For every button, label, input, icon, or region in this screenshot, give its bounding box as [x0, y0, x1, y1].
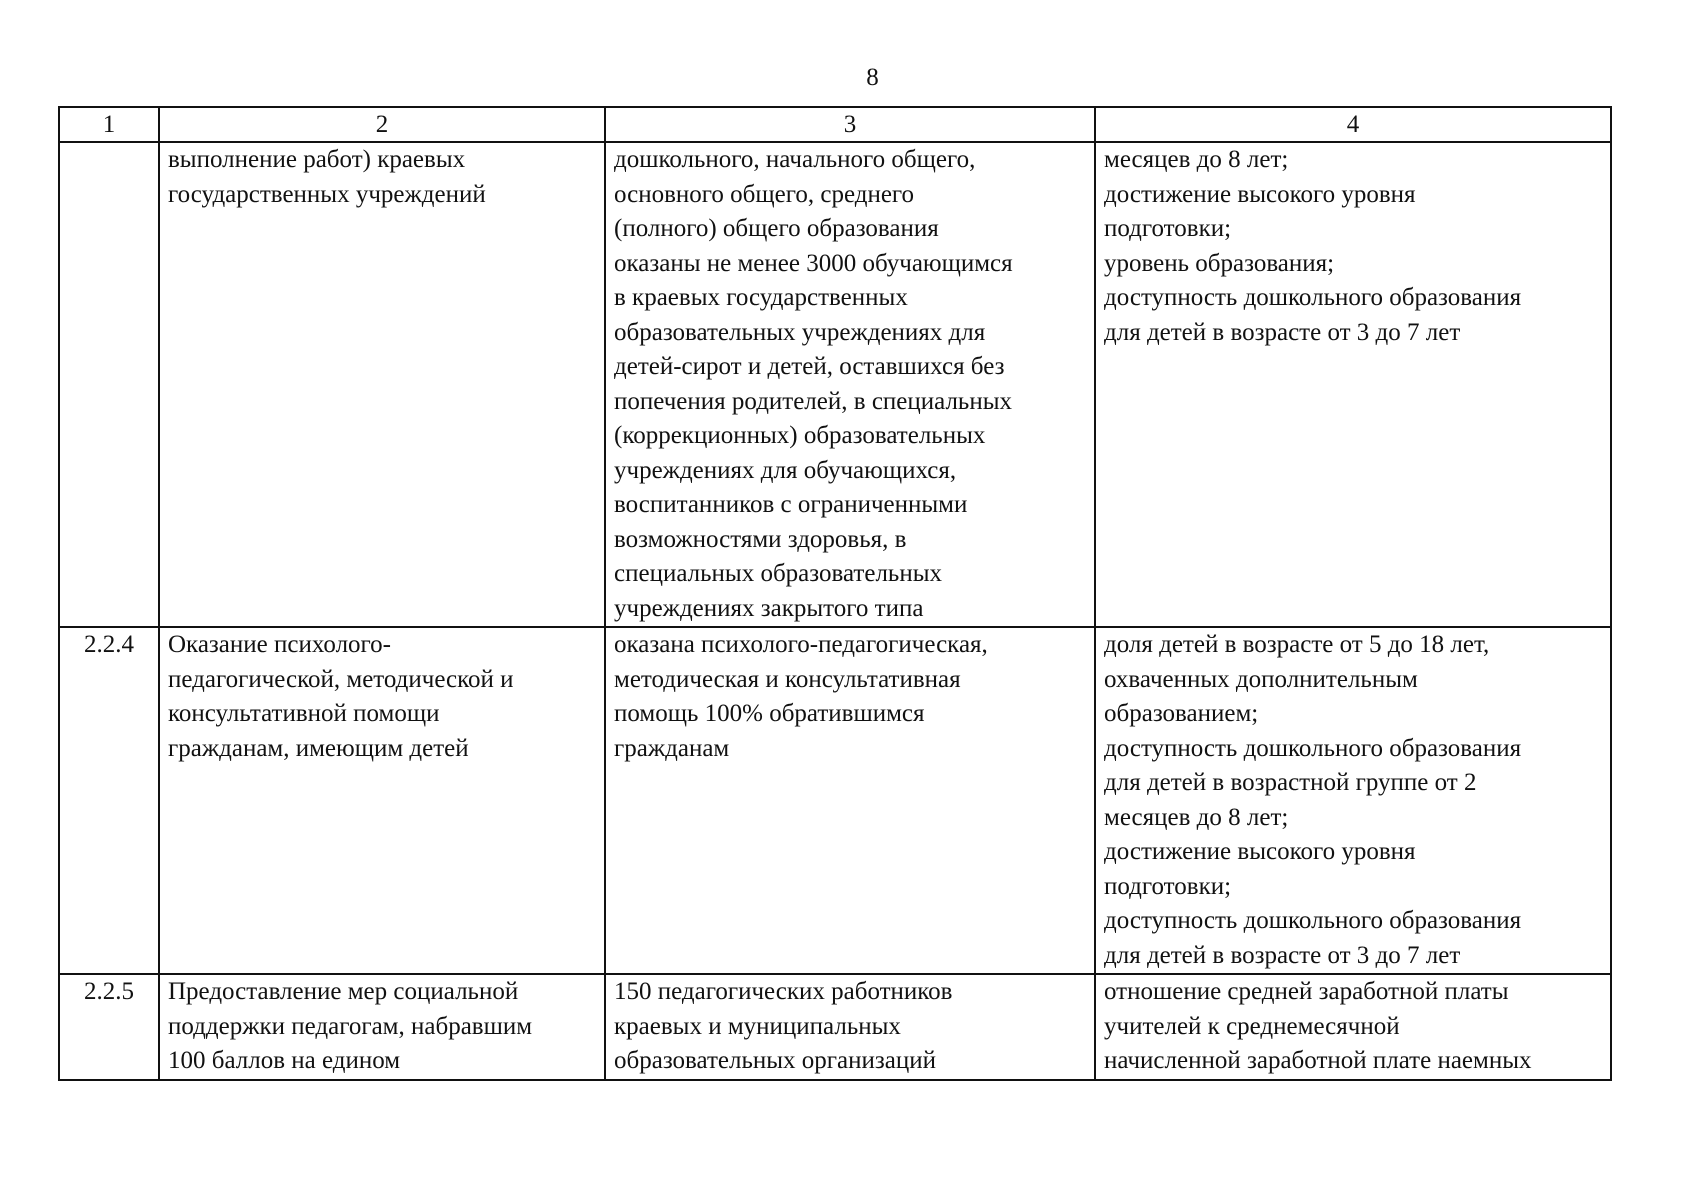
- column-header-4: 4: [1095, 107, 1611, 142]
- cell-text-line: отношение средней заработной платы: [1104, 978, 1509, 1005]
- cell-column-2: [159, 627, 605, 974]
- column-header-2: 2: [159, 107, 605, 142]
- table-header-row: [59, 107, 1611, 142]
- cell-text-line: уровень образования;: [1104, 249, 1335, 277]
- cell-text-line: достижение высокого уровня: [1104, 838, 1416, 865]
- cell-column-3: [605, 142, 1095, 627]
- cell-text-line: достижение высокого уровня: [1104, 180, 1416, 208]
- table-body: [59, 142, 1611, 1080]
- table-row: [59, 142, 1611, 627]
- column-header-1: 1: [59, 107, 159, 142]
- cell-text-line: государственных учреждений: [168, 180, 486, 208]
- cell-column-4: [1095, 974, 1611, 1080]
- cell-text-line: гражданам: [614, 734, 730, 762]
- cell-text-line: специальных образовательных: [614, 560, 942, 587]
- cell-text-line: охваченных дополнительным: [1104, 665, 1418, 693]
- cell-text-line: консультативной помощи: [168, 700, 440, 727]
- cell-text-line: педагогической, методической и: [168, 665, 514, 693]
- page-number: 8: [866, 64, 879, 91]
- cell-text-line: поддержки педагогам, набравшим: [168, 1012, 533, 1040]
- row-number-cell: 2.2.4: [59, 627, 159, 974]
- cell-text-line: оказаны не менее 3000 обучающимся: [614, 249, 1013, 277]
- cell-text-line: образовательных организаций: [614, 1047, 937, 1074]
- cell-text-line: детей-сирот и детей, оставшихся без: [614, 353, 1005, 380]
- table-row: [59, 627, 1611, 974]
- cell-text-line: оказана психолого-педагогическая,: [614, 631, 988, 658]
- cell-text-line: учреждениях для обучающихся,: [614, 456, 957, 484]
- document-table: [58, 106, 1612, 1081]
- cell-text-line: дошкольного, начального общего,: [614, 146, 976, 173]
- cell-text-line: возможностями здоровья, в: [614, 525, 907, 553]
- cell-text-line: (полного) общего образования: [614, 215, 939, 242]
- cell-text-line: для детей в возрасте от 3 до 7 лет: [1104, 941, 1461, 969]
- cell-text-line: месяцев до 8 лет;: [1104, 146, 1289, 173]
- cell-text-line: доступность дошкольного образования: [1104, 284, 1522, 311]
- cell-text-line: месяцев до 8 лет;: [1104, 803, 1289, 831]
- cell-column-2: [159, 974, 605, 1080]
- cell-text-line: доля детей в возрасте от 5 до 18 лет,: [1104, 631, 1490, 658]
- cell-text-line: учителей к среднемесячной: [1104, 1012, 1400, 1040]
- cell-text-line: образованием;: [1104, 700, 1259, 727]
- cell-column-2: [159, 142, 605, 627]
- cell-text-line: (коррекционных) образовательных: [614, 422, 986, 449]
- column-header-3: 3: [605, 107, 1095, 142]
- cell-text-line: воспитанников с ограниченными: [614, 491, 968, 518]
- cell-column-3: [605, 627, 1095, 974]
- cell-text-line: выполнение работ) краевых: [168, 146, 466, 173]
- cell-column-3: [605, 974, 1095, 1080]
- cell-text-line: Предоставление мер социальной: [168, 978, 519, 1005]
- cell-text-line: основного общего, среднего: [614, 180, 915, 208]
- cell-text-line: для детей в возрасте от 3 до 7 лет: [1104, 318, 1461, 346]
- cell-text-line: краевых и муниципальных: [614, 1012, 901, 1040]
- table-row: [59, 974, 1611, 1080]
- row-number-cell: [59, 142, 159, 627]
- cell-text-line: учреждениях закрытого типа: [614, 594, 924, 622]
- cell-text-line: для детей в возрастной группе от 2: [1104, 769, 1477, 796]
- cell-text-line: доступность дошкольного образования: [1104, 734, 1522, 762]
- cell-text-line: начисленной заработной плате наемных: [1104, 1047, 1532, 1074]
- cell-text-line: попечения родителей, в специальных: [614, 387, 1013, 415]
- cell-text-line: подготовки;: [1104, 872, 1232, 900]
- cell-text-line: подготовки;: [1104, 215, 1232, 242]
- cell-text-line: помощь 100% обратившимся: [614, 700, 925, 727]
- cell-text-line: гражданам, имеющим детей: [168, 734, 469, 762]
- cell-column-4: [1095, 627, 1611, 974]
- cell-text-line: 150 педагогических работников: [614, 978, 953, 1005]
- cell-text-line: методическая и консультативная: [614, 665, 961, 693]
- cell-text-line: 100 баллов на едином: [168, 1047, 401, 1074]
- cell-text-line: Оказание психолого-: [168, 631, 391, 658]
- cell-text-line: в краевых государственных: [614, 284, 908, 311]
- cell-text-line: доступность дошкольного образования: [1104, 907, 1522, 934]
- row-number-cell: 2.2.5: [59, 974, 159, 1080]
- cell-text-line: образовательных учреждениях для: [614, 318, 986, 346]
- cell-column-4: [1095, 142, 1611, 627]
